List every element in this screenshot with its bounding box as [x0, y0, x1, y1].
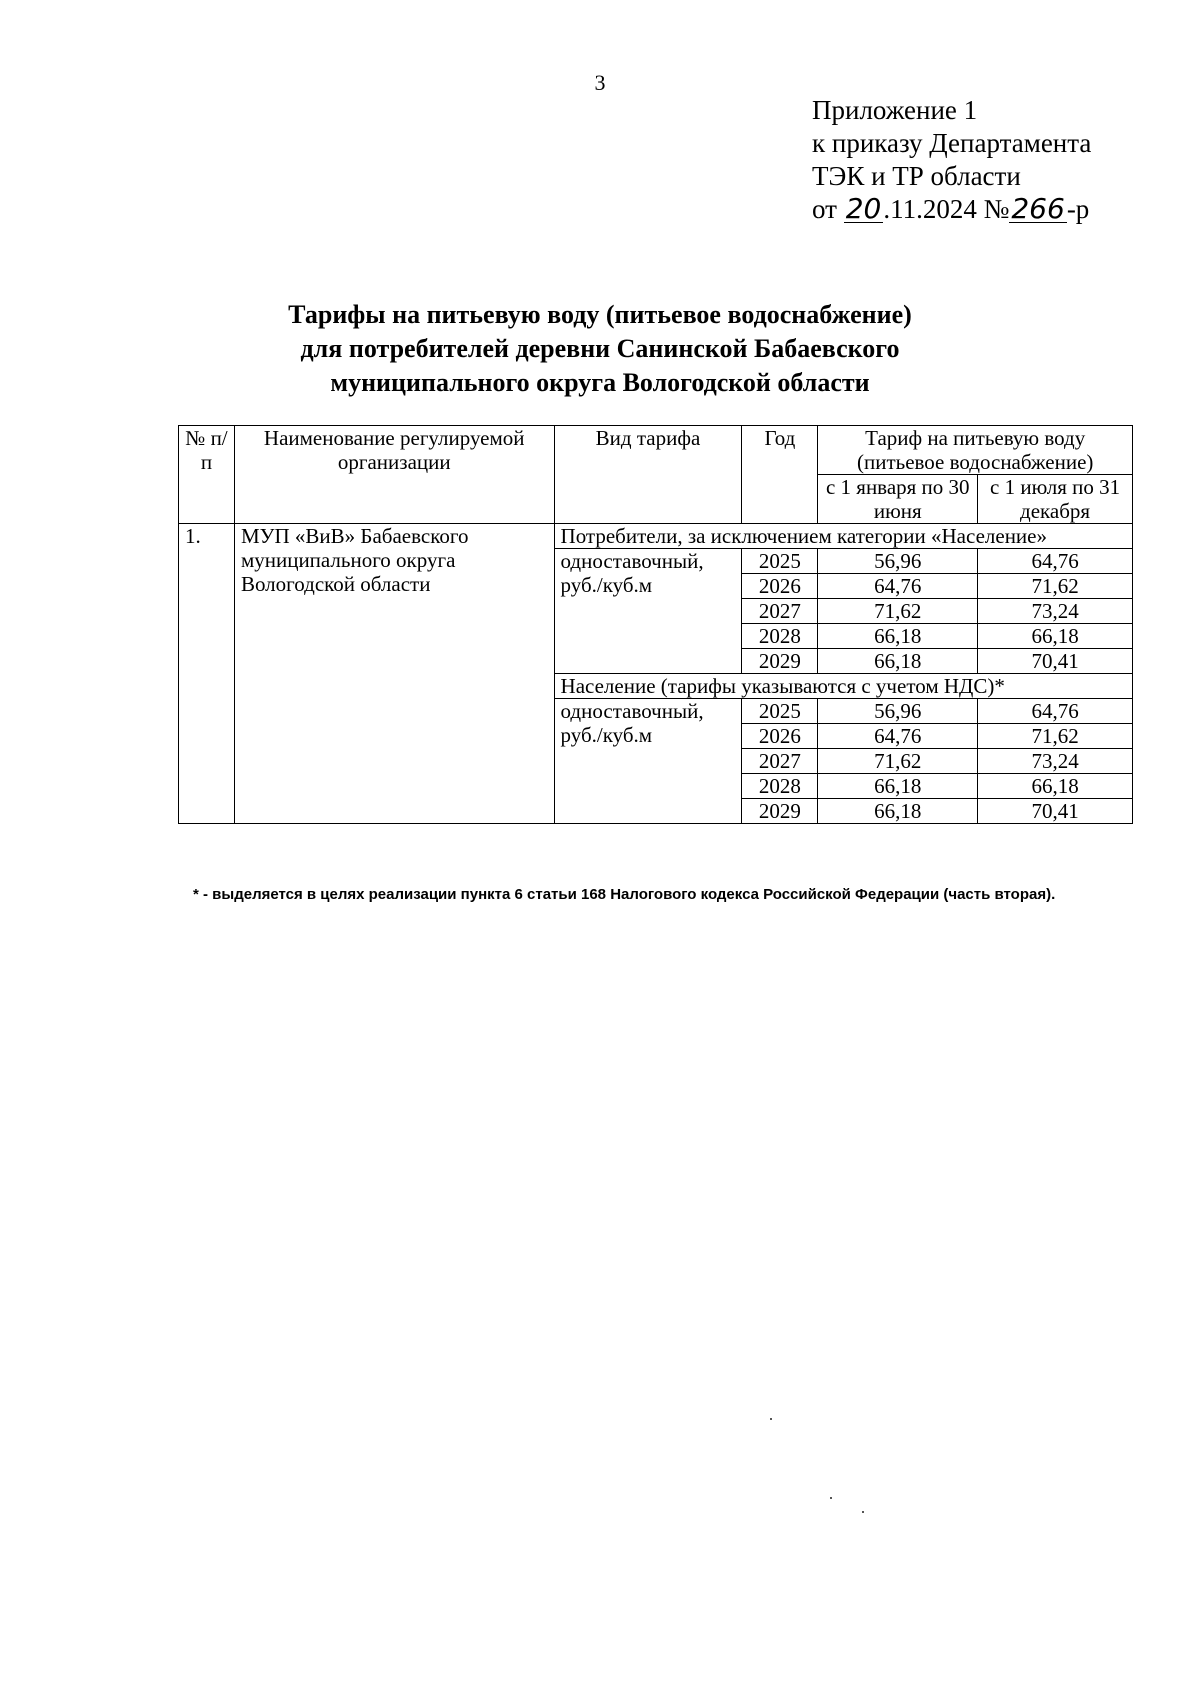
tariff-h2-cell: 73,24 [978, 599, 1133, 624]
year-cell: 2025 [742, 549, 818, 574]
header-period-2: с 1 июля по 31 декабря [978, 475, 1133, 524]
tariff-h2-cell: 64,76 [978, 549, 1133, 574]
header-period-1: с 1 января по 30 июня [818, 475, 978, 524]
tariff-table [178, 425, 1133, 824]
page-number: 3 [594, 70, 606, 95]
title-line: для потребителей деревни Санинской Бабаевского [300, 334, 900, 363]
handwritten-number: 266 [1011, 192, 1065, 225]
year-cell: 2026 [742, 574, 818, 599]
tariff-h2-cell: 70,41 [978, 799, 1133, 824]
tariff-h1-cell: 71,62 [818, 599, 978, 624]
appendix-block [812, 94, 1091, 226]
row-number: 1. [179, 524, 235, 824]
header-type: Вид тарифа [554, 426, 742, 524]
appendix-line: к приказу Департамента [812, 128, 1092, 158]
year-cell: 2029 [742, 799, 818, 824]
year-cell: 2028 [742, 624, 818, 649]
tariff-h1-cell: 64,76 [818, 574, 978, 599]
year-cell: 2027 [742, 599, 818, 624]
tariff-h2-cell: 64,76 [978, 699, 1133, 724]
tariff-h2-cell: 66,18 [978, 624, 1133, 649]
year-cell: 2025 [742, 699, 818, 724]
group-title: Население (тарифы указываются с учетом НДС)* [554, 674, 1132, 699]
tariff-h1-cell: 56,96 [818, 699, 978, 724]
appendix-line: Приложение 1 [812, 95, 978, 125]
title-line: муниципального округа Вологодской области [330, 368, 870, 397]
tariff-h1-cell: 66,18 [818, 624, 978, 649]
tariff-type: одноставочный, руб./куб.м [554, 699, 742, 824]
header-year: Год [742, 426, 818, 524]
tariff-h1-cell: 71,62 [818, 749, 978, 774]
scan-speck [770, 1418, 772, 1420]
tariff-h1-cell: 64,76 [818, 724, 978, 749]
table-header-row [179, 426, 1133, 475]
handwritten-day: 20 [845, 192, 882, 225]
title-line: Тарифы на питьевую воду (питьевое водоснабжение) [288, 300, 912, 329]
scan-speck [862, 1511, 864, 1513]
tariff-h2-cell: 66,18 [978, 774, 1133, 799]
year-cell: 2027 [742, 749, 818, 774]
org-name: МУП «ВиВ» Бабаевского муниципального округа Вологодской области [234, 524, 554, 824]
scan-speck [830, 1497, 832, 1499]
year-cell: 2028 [742, 774, 818, 799]
group-title: Потребители, за исключением категории «Население» [554, 524, 1132, 549]
footnote: * - выделяется в целях реализации пункта 6 статьи 168 Налогового кодекса Российской Федерации (часть вторая). [193, 886, 1056, 903]
appendix-date-line [812, 193, 1091, 226]
tariff-h2-cell: 70,41 [978, 649, 1133, 674]
year-cell: 2029 [742, 649, 818, 674]
tariff-h2-cell: 73,24 [978, 749, 1133, 774]
tariff-h1-cell: 66,18 [818, 649, 978, 674]
tariff-h1-cell: 66,18 [818, 799, 978, 824]
number-suffix: -р [1066, 194, 1090, 224]
tariff-h1-cell: 56,96 [818, 549, 978, 574]
tariff-h2-cell: 71,62 [978, 574, 1133, 599]
appendix-line: ТЭК и ТР области [812, 161, 1021, 191]
year-cell: 2026 [742, 724, 818, 749]
date-prefix: от [812, 194, 837, 224]
date-rest: .11.2024 № [883, 194, 1010, 224]
header-tariff: Тариф на питьевую воду (питьевое водоснабжение) [818, 426, 1133, 475]
tariff-h1-cell: 66,18 [818, 774, 978, 799]
tariff-type: одноставочный, руб./куб.м [554, 549, 742, 674]
table-row [179, 524, 1133, 549]
tariff-h2-cell: 71,62 [978, 724, 1133, 749]
document-title [0, 298, 1200, 400]
header-num: № п/п [179, 426, 235, 524]
header-org: Наименование регулируемой организации [234, 426, 554, 524]
